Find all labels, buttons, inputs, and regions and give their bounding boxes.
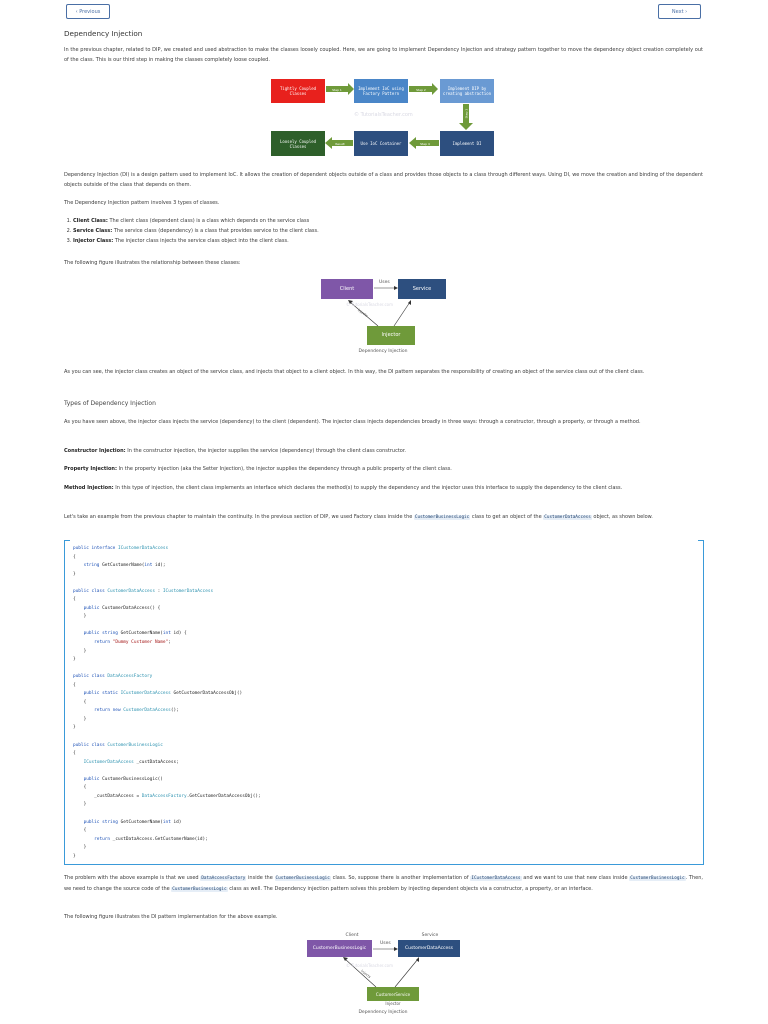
- code-token: {: [73, 554, 76, 560]
- service-box: CustomerDataAccess: [398, 940, 460, 957]
- code-token: id);: [152, 563, 166, 569]
- code-token: }: [73, 657, 76, 663]
- text: and we want to use that new class inside: [521, 875, 630, 881]
- client-box: CustomerBusinessLogic: [307, 940, 372, 957]
- code-token: {: [73, 751, 76, 757]
- code-token: _custDataAccess =: [73, 793, 142, 799]
- list-item-desc: The service class (dependency) is a class that provides service to the client class.: [112, 228, 319, 234]
- code-line: [73, 742, 261, 751]
- code-token: CustomerDataAccess: [107, 588, 155, 594]
- code-line: [73, 733, 261, 742]
- code-line: [73, 562, 261, 571]
- code-token: public class: [73, 674, 108, 680]
- inline-code: CustomerBusinessLogic: [414, 515, 470, 520]
- injects-label: Injects: [359, 968, 372, 980]
- step-2-label: Step 2: [416, 87, 426, 92]
- code-line: [73, 793, 261, 802]
- injector-label: Injector: [385, 1001, 401, 1006]
- term: Constructor Injection:: [64, 448, 126, 454]
- code-token: int: [162, 819, 171, 825]
- text: The problem with the above example is that we used: [64, 875, 201, 881]
- code-line: [73, 665, 261, 674]
- code-token: return: [94, 836, 111, 842]
- text: . Then, we need to change the source code of the: [64, 875, 703, 892]
- code-token: [73, 640, 94, 645]
- code-line: [73, 605, 261, 614]
- intro-paragraph: In the previous chapter, related to DIP, we created and used abstraction to make the classes loosely coupled. Here, we are going to implement Dependency Injection and strategy pattern together to move the dependency object creation completely out of the class. This is our third step in making the classes completely loose coupled.: [64, 47, 703, 63]
- create-arrow: [394, 302, 410, 326]
- code-block[interactable]: [64, 540, 704, 865]
- section-heading: Types of Dependency Injection: [64, 400, 156, 407]
- code-token: [73, 837, 94, 842]
- code-line: [73, 784, 261, 793]
- code-token: return new: [94, 708, 124, 714]
- implement-di-box: Implement DI: [440, 131, 494, 156]
- code-line: [73, 690, 261, 699]
- client-label: Client: [345, 933, 359, 938]
- text: class. So, suppose there is another implementation of: [330, 875, 471, 881]
- code-token: string: [83, 563, 100, 569]
- list-item-term: Service Class:: [73, 228, 113, 234]
- code-line: [73, 810, 261, 819]
- code-line: [73, 571, 261, 580]
- desc: In the constructor injection, the injector supplies the service (dependency) through the client class constructor.: [125, 448, 407, 454]
- code-content: [73, 545, 261, 861]
- code-token: {: [73, 682, 76, 688]
- inline-code: ICustomerDataAccess: [471, 876, 521, 881]
- code-line: [73, 588, 261, 597]
- code-token: }: [73, 648, 87, 654]
- code-line: [73, 836, 261, 845]
- code-line: [73, 699, 261, 708]
- code-line: [73, 656, 261, 665]
- uses-label: Uses: [380, 941, 391, 946]
- code-token: {: [73, 597, 76, 603]
- code-token: GetCustomerDataAccessObj(): [170, 691, 243, 697]
- code-token: return: [94, 640, 113, 646]
- list-item-term: Injector Class:: [73, 238, 114, 244]
- code-token: {: [73, 828, 87, 834]
- code-line: [73, 853, 261, 862]
- code-token: }: [73, 614, 87, 620]
- class-types-list: [64, 216, 703, 246]
- list-item: [73, 226, 703, 236]
- code-token: DataAccessFactory: [141, 793, 187, 799]
- code-token: [73, 820, 84, 825]
- code-line: [73, 682, 261, 691]
- inline-code: DataAccessFactory: [201, 876, 246, 881]
- code-token: CustomerDataAccess() {: [99, 605, 161, 611]
- code-line: [73, 750, 261, 759]
- list-item: [73, 216, 703, 226]
- figure-watermark: © TutorialsTeacher.com: [354, 112, 413, 118]
- code-token: CustomerBusinessLogic: [107, 742, 163, 748]
- code-line: [73, 630, 261, 639]
- code-token: [73, 708, 94, 713]
- code-token: int: [144, 563, 153, 569]
- term: Property Injection:: [64, 466, 117, 472]
- code-token: public static: [83, 691, 121, 697]
- uses-arrowhead: [394, 947, 398, 951]
- code-token: CustomerBusinessLogic(): [99, 776, 163, 782]
- constructor-injection: [64, 446, 703, 456]
- code-token: GetCustomerName(: [117, 631, 163, 637]
- figure-caption: Dependency Injection: [358, 349, 408, 354]
- code-token: id): [170, 819, 182, 825]
- code-line: [73, 716, 261, 725]
- code-token: .GetCustomerDataAccessObj();: [186, 793, 261, 799]
- code-token: :: [154, 588, 163, 594]
- code-token: public: [83, 605, 100, 611]
- code-token: _custDataAccess;: [133, 759, 179, 765]
- code-token: }: [73, 802, 87, 808]
- types-intro: As you have seen above, the injector class injects the service (dependency) to the client (dependent). The injector class injects dependencies broadly in three ways: through a constructor, through a property, or through a method.: [64, 419, 641, 425]
- figure-watermark: © TutorialsTeacher.com: [346, 302, 394, 307]
- code-token: _custDataAccess.GetCustomerName(id);: [110, 836, 208, 842]
- service-label: Service: [421, 933, 439, 938]
- code-line: [73, 596, 261, 605]
- code-token: {: [73, 785, 87, 791]
- text: inside the: [246, 875, 275, 881]
- code-token: [73, 563, 84, 568]
- code-token: }: [73, 853, 76, 859]
- previous-button[interactable]: ‹ Previous: [66, 4, 110, 19]
- text: class as well. The Dependency injection pattern solves this problem by injecting dependent objects via a constructor, a property, or an interface.: [227, 886, 593, 892]
- code-token: int: [162, 631, 171, 637]
- code-line: [73, 767, 261, 776]
- code-line: [73, 759, 261, 768]
- code-token: ICustomerDataAccess: [162, 588, 214, 594]
- code-token: GetCustomerName(: [117, 819, 163, 825]
- example-intro: [64, 512, 703, 523]
- code-token: {: [73, 699, 87, 705]
- code-token: }: [73, 845, 87, 851]
- inline-code: CustomerDataAccess: [544, 515, 591, 520]
- text: class to get an object of the: [470, 514, 544, 520]
- code-line: [73, 613, 261, 622]
- page-title: Dependency Injection: [64, 29, 143, 38]
- code-token: [73, 606, 84, 611]
- code-token: [73, 691, 84, 696]
- figure-watermark: © TutorialsTeacher.com: [346, 963, 394, 968]
- code-line: [73, 639, 261, 648]
- step-4-label: Step 4: [420, 141, 430, 146]
- service-box: Service: [398, 279, 446, 299]
- term: Method Injection:: [64, 485, 114, 491]
- ioc-container-box: Use IoC Container: [354, 131, 408, 156]
- code-token: public string: [83, 819, 118, 825]
- code-line: [73, 844, 261, 853]
- result-label: Result: [335, 141, 345, 146]
- involves-text: The Dependency Injection pattern involves 3 types of classes.: [64, 200, 220, 206]
- code-line: [73, 622, 261, 631]
- figure3-intro: The following figure illustrates the DI pattern implementation for the above example.: [64, 914, 278, 920]
- uses-arrowhead: [394, 286, 398, 290]
- dip-abstraction-box: Implement DIP by creating abstraction: [440, 79, 494, 103]
- code-token: public class: [73, 742, 108, 748]
- list-item-desc: The client class (dependent class) is a class which depends on the service class: [107, 218, 310, 224]
- code-line: [73, 819, 261, 828]
- code-token: ICustomerDataAccess: [83, 759, 134, 765]
- injects-label: Injects: [356, 308, 369, 318]
- code-line: [73, 554, 261, 563]
- code-token: [73, 777, 84, 782]
- inline-code: CustomerBusinessLogic: [172, 887, 227, 892]
- code-line: [73, 776, 261, 785]
- code-token: ();: [170, 708, 179, 714]
- as-you-see-paragraph: As you can see, the injector class creates an object of the service class, and injects that object to a client object. In this way, the DI pattern separates the responsibility of creating an object of the service class out of the client class.: [64, 369, 645, 375]
- figure-intro: The following figure illustrates the relationship between these classes:: [64, 260, 241, 266]
- code-token: id) {: [170, 631, 187, 637]
- code-token: GetCustomerName(: [99, 563, 145, 569]
- code-token: CustomerDataAccess: [123, 708, 171, 714]
- code-token: }: [73, 571, 76, 577]
- step-3-label: Step 3: [464, 108, 468, 119]
- client-box: Client: [321, 279, 373, 299]
- list-item: [73, 236, 703, 246]
- loosely-coupled-box: Loosely Coupled Classes: [271, 131, 325, 156]
- code-line: [73, 579, 261, 588]
- di-definition: Dependency Injection (DI) is a design pattern used to implement IoC. It allows the creation of dependent objects outside of a class and provides those objects to a class through different ways. Using DI, we move the creation and binding of the dependent objects outside of the class that depends on them.: [64, 172, 703, 188]
- list-item-term: Client Class:: [73, 218, 108, 224]
- method-injection: [64, 483, 703, 493]
- injector-box: Injector: [367, 326, 415, 345]
- inline-code: CustomerBusinessLogic: [275, 876, 330, 881]
- list-item-desc: The injector class injects the service class object into the client class.: [113, 238, 289, 244]
- code-token: [73, 631, 84, 636]
- text: Let's take an example from the previous chapter to maintain the continuity. In the previous section of DIP, we used Factory class inside the: [64, 514, 414, 520]
- code-line: [73, 827, 261, 836]
- code-token: public: [83, 776, 100, 782]
- code-token: ICustomerDataAccess: [117, 546, 169, 551]
- code-token: }: [73, 716, 87, 722]
- inline-code: CustomerBusinessLogic: [630, 876, 685, 881]
- tightly-coupled-box: Tightly Coupled Classes: [271, 79, 325, 103]
- injector-box: CustomerService: [367, 987, 419, 1001]
- code-token: ICustomerDataAccess: [120, 691, 171, 697]
- code-token: [73, 760, 84, 765]
- code-line: [73, 673, 261, 682]
- figure-caption: Dependency Injection: [358, 1010, 408, 1015]
- code-token: public class: [73, 588, 108, 594]
- desc: In the property injection (aka the Setter Injection), the injector supplies the dependency through a public property of the client class.: [116, 466, 452, 472]
- code-token: "Dummy Customer Name": [112, 640, 169, 646]
- code-line: [73, 707, 261, 716]
- desc: In this type of injection, the client class implements an interface which declares the method(s) to supply the dependency and the injector uses this interface to supply the dependency to the client class.: [113, 485, 623, 491]
- code-token: public interface: [73, 546, 118, 551]
- step-1-label: Step 1: [332, 87, 342, 92]
- code-line: [73, 801, 261, 810]
- injects-arrowhead: [343, 957, 348, 961]
- create-arrow: [395, 959, 418, 987]
- uses-label: Uses: [379, 280, 390, 285]
- code-line: [73, 724, 261, 733]
- property-injection: [64, 464, 703, 474]
- code-token: ;: [168, 640, 171, 646]
- code-token: DataAccessFactory: [107, 674, 153, 680]
- problem-paragraph: [64, 873, 703, 895]
- code-line: [73, 545, 261, 554]
- text: object, as shown below.: [591, 514, 653, 520]
- code-token: public string: [83, 631, 118, 637]
- code-line: [73, 648, 261, 657]
- code-token: }: [73, 725, 76, 731]
- next-button[interactable]: Next ›: [658, 4, 701, 19]
- ioc-factory-box: Implement IoC using Factory Pattern: [354, 79, 408, 103]
